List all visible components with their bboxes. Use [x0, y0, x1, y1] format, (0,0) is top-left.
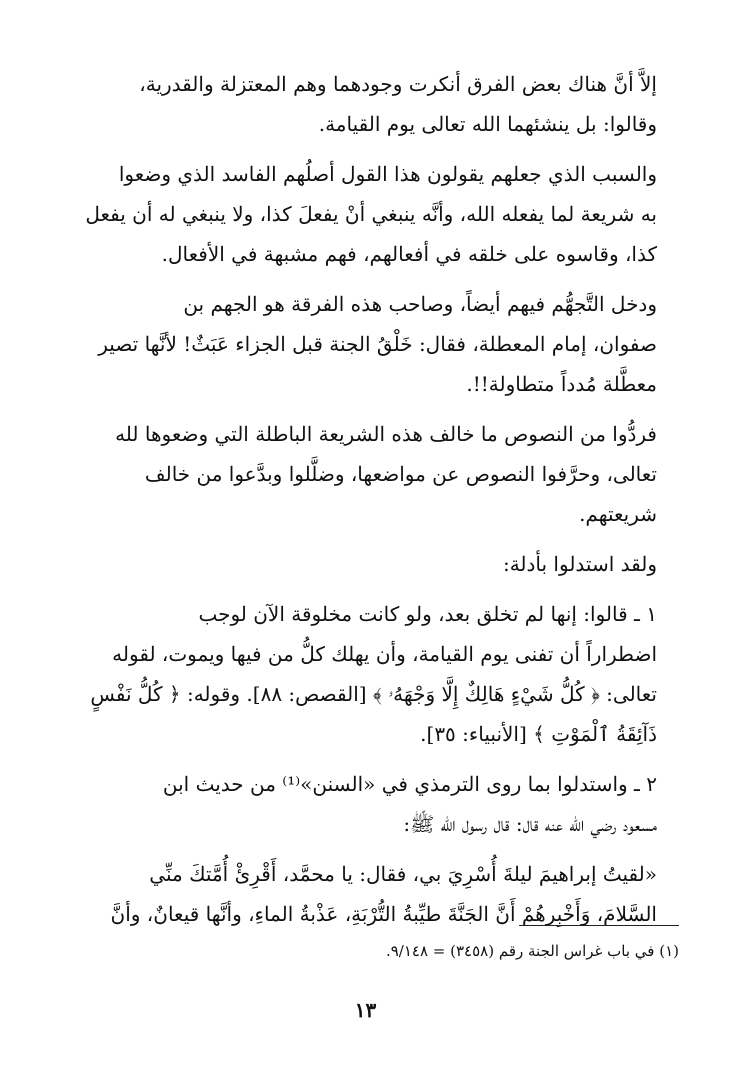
paragraph-6: [44, 594, 679, 754]
footnote: (١) في باب غراس الجنة رقم (٣٤٥٨) = ٩/١٤٨.: [385, 942, 679, 960]
text-line: مسعود رضي الله عنه قال: قال رسول الله ﷺ:: [403, 812, 657, 836]
paragraph-5: [44, 544, 679, 584]
text-line: صفوان، إمام المعطلة، فقال: خَلْقُ الجنة قبل الجزاء عَبَثٌ! لأنَّها تصير: [98, 332, 657, 356]
page-number: ١٣: [354, 998, 377, 1022]
paragraph-8: [44, 854, 679, 934]
text-line: تعالى: ﴿ كُلُّ شَيْءٍ هَالِكٌ إِلَّا وَجْهَهُۥ ﴾ [القصص: ٨٨]. وقوله: ﴿ كُلُّ نَفْسٍ: [90, 682, 657, 706]
text-line: ١ ـ قالوا: إنها لم تخلق بعد، ولو كانت مخلوقة الآن لوجب: [198, 602, 657, 626]
footnote-divider: [519, 925, 679, 926]
text-line: ذَآئِقَةُ ٱلْمَوْتِ ﴾ [الأنبياء: ٣٥].: [420, 722, 657, 746]
text-line: إلاَّ أنَّ هناك بعض الفرق أنكرت وجودهما وهم المعتزلة والقدرية،: [139, 72, 657, 96]
paragraph-1: [44, 64, 679, 144]
text-line: «لقيتُ إبراهيمَ ليلةَ أُسْرِيَ بي، فقال: يا محمَّد، أَقْرِئْ أُمَّتكَ منِّي: [149, 862, 657, 886]
text-line: السَّلامَ، وَأَخْبِرهُمْ أَنَّ الجَنَّةَ طيِّبةُ التُّرْبَةِ، عَذْبةُ الماءِ، وأنَّها قيعانٌ، وأنَّ: [110, 902, 657, 926]
text-line: تعالى، وحرَّفوا النصوص عن مواضعها، وضلَّلوا وبدَّعوا من خالف: [144, 462, 657, 486]
text-line: ولقد استدلوا بأدلة:: [502, 552, 657, 576]
paragraph-7: [44, 764, 679, 844]
text-line: فردُّوا من النصوص ما خالف هذه الشريعة الباطلة التي وضعوها لله: [115, 422, 657, 446]
text-line: به شريعة لما يفعله الله، وأنَّه ينبغي أنْ يفعلَ كذا، ولا ينبغي له أن يفعل: [85, 202, 657, 226]
text-line: كذا، وقاسوه على خلقه في أفعالهم، فهم مشبهة في الأفعال.: [161, 242, 657, 266]
text-line: اضطراراً أن تفنى يوم القيامة، وأن يهلك كلُّ من فيها ويموت، لقوله: [112, 642, 657, 666]
text-line: وقالوا: بل ينشئهما الله تعالى يوم القيامة.: [318, 112, 657, 136]
text-line: والسبب الذي جعلهم يقولون هذا القول أصلُهم الفاسد الذي وضعوا: [118, 162, 657, 186]
paragraph-3: [44, 284, 679, 404]
text-line: معطَّلة مُدداً متطاولة!!.: [466, 372, 657, 396]
paragraph-4: [44, 414, 679, 534]
text-line: ٢ ـ واستدلوا بما روى الترمذي في «السنن»⁽¹⁾ من حديث ابن: [162, 772, 657, 796]
text-line: ودخل التَّجهُّم فيهم أيضاً، وصاحب هذه الفرقة هو الجهم بن: [183, 292, 657, 316]
paragraph-2: [44, 154, 679, 274]
text-line: شريعتهم.: [579, 502, 657, 526]
